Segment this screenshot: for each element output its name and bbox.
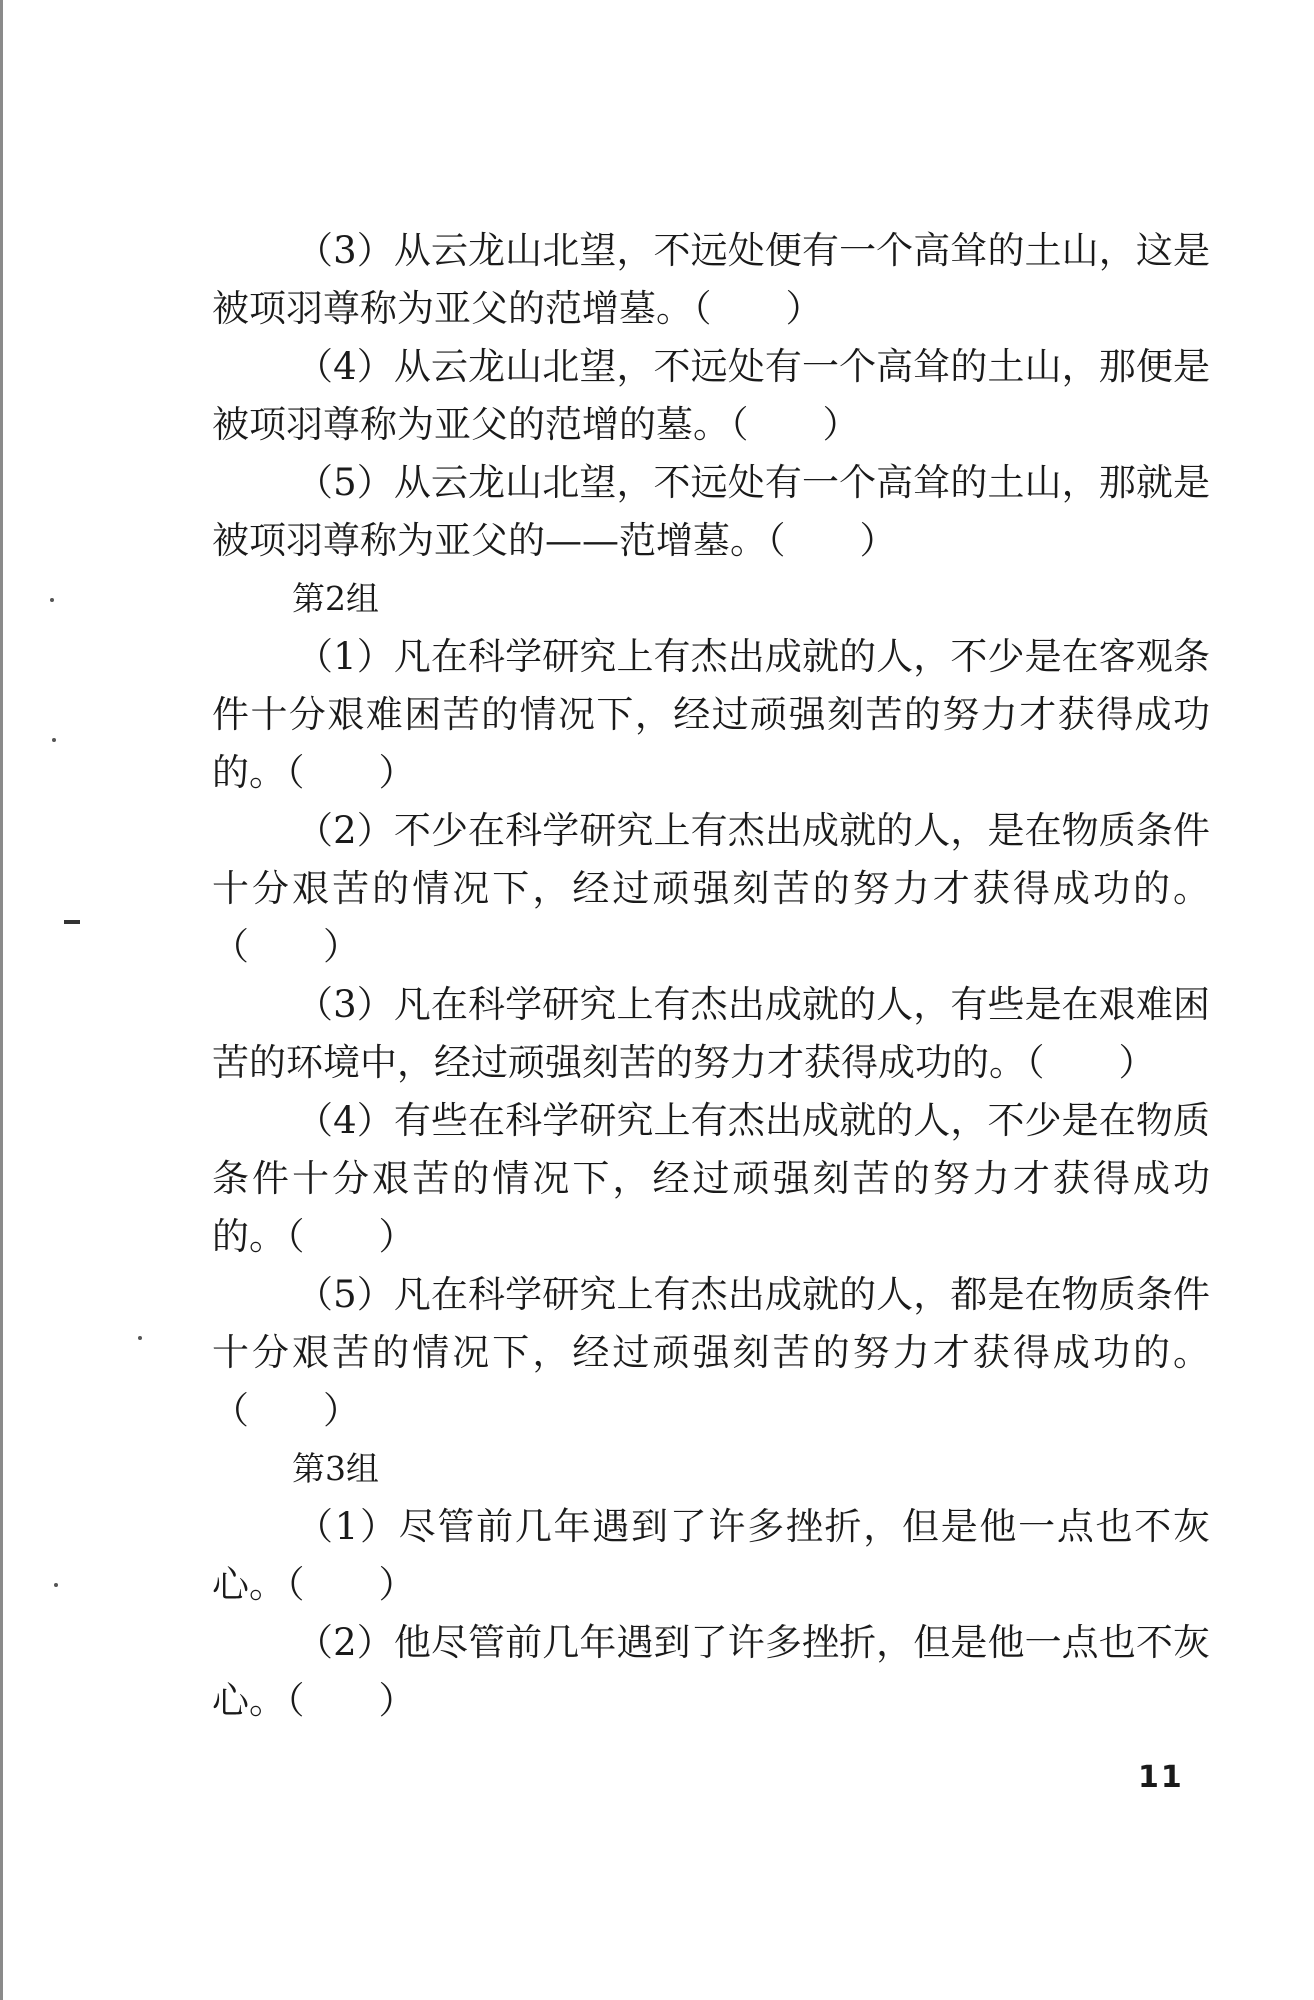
page-edge xyxy=(0,0,3,2000)
page-number: 11 xyxy=(1138,1760,1184,1795)
sentence-item: （1）尽管前几年遇到了许多挫折，但是他一点也不灰心。（ ） xyxy=(212,1505,1210,1606)
sentence-item: （3）凡在科学研究上有杰出成就的人，有些是在艰难困苦的环境中，经过顽强刻苦的努力才获得成功的。（ ） xyxy=(212,983,1210,1084)
group-heading: 第2组 xyxy=(292,579,379,618)
page-content xyxy=(212,222,1210,1730)
sentence-item: （5）凡在科学研究上有杰出成就的人，都是在物质条件十分艰苦的情况下，经过顽强刻苦的努力才获得成功的。（ ） xyxy=(212,1273,1210,1432)
sentence-item: （4）有些在科学研究上有杰出成就的人，不少是在物质条件十分艰苦的情况下，经过顽强刻苦的努力才获得成功的。（ ） xyxy=(212,1099,1210,1258)
scan-speck xyxy=(54,1583,58,1587)
exercise-group-2 xyxy=(212,570,1210,1440)
scan-speck xyxy=(52,738,56,742)
sentence-item: （3）从云龙山北望，不远处便有一个高耸的土山，这是被项羽尊称为亚父的范增墓。（ ） xyxy=(212,229,1210,330)
exercise-group-3 xyxy=(212,1440,1210,1730)
scan-speck xyxy=(138,1336,142,1340)
sentence-item: （2）他尽管前几年遇到了许多挫折，但是他一点也不灰心。（ ） xyxy=(212,1621,1210,1722)
sentence-item: （1）凡在科学研究上有杰出成就的人，不少是在客观条件十分艰难困苦的情况下，经过顽强刻苦的努力才获得成功的。（ ） xyxy=(212,635,1210,794)
sentence-item: （4）从云龙山北望，不远处有一个高耸的土山，那便是被项羽尊称为亚父的范增的墓。（ ） xyxy=(212,345,1210,446)
scan-dash xyxy=(64,920,80,924)
sentence-item: （2）不少在科学研究上有杰出成就的人，是在物质条件十分艰苦的情况下，经过顽强刻苦的努力才获得成功的。（ ） xyxy=(212,809,1210,968)
exercise-group-1 xyxy=(212,222,1210,570)
scan-speck xyxy=(50,598,54,602)
sentence-item: （5）从云龙山北望，不远处有一个高耸的土山，那就是被项羽尊称为亚父的——范增墓。（ ） xyxy=(212,461,1210,562)
group-heading: 第3组 xyxy=(292,1449,379,1488)
